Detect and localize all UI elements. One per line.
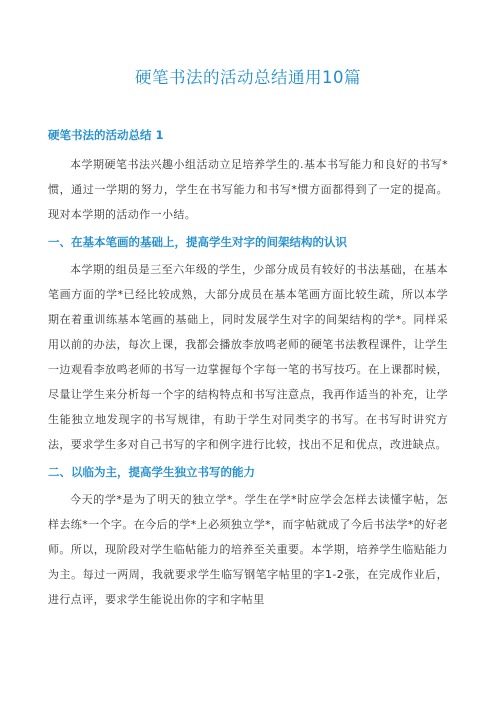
paragraph-intro: 本学期硬笔书法兴趣小组活动立足培养学生的.基本书写能力和良好的书写*惯，通过一学期的努力，学生在书写能力和书写*惯方面都得到了一定的提高。现对本学期的活动作一小结。 (48, 158, 448, 221)
section-subtitle: 硬笔书法的活动总结 1 (48, 128, 164, 142)
heading-section-2: 二、以临为主，提高学生独立书写的能力 (48, 465, 255, 479)
heading-section-1: 一、在基本笔画的基础上，提高学生对字的间架结构的认识 (48, 235, 347, 249)
document-title: 硬笔书法的活动总结通用10篇 (135, 68, 361, 87)
paragraph-section-1: 本学期的组员是三至六年级的学生，少部分成员有较好的书法基础，在基本笔画方面的学*已经比较成熟，大部分成员在基本笔画方面比较生疏，所以本学期在着重训练基本笔画的基础上，同时发展学生对字的间架结构的学*。同样采用以前的办法，每次上课，我都会播放李放鸣老师的硬笔书法教程课件，让学生一边观看李放鸣老师的书写一边掌握每个字每一笔的书写技巧。在上课都时候，尽量让学生来分析每一个字的结构特点和书写注意点，我再作适当的补充，让学生能独立地发现字的书写规律，有助于学生对同类字的书写。在书写时讲究方法，要求学生多对自己书写的字和例字进行比较，找出不足和优点，改进缺点。 (48, 263, 448, 451)
paragraph-section-2: 今天的学*是为了明天的独立学*。学生在学*时应学会怎样去读懂字帖，怎样去练*一个字。在今后的学*上必须独立学*，而字帖就成了今后书法学*的好老师。所以，现阶段对学生临帖能力的培养至关重要。本学期，培养学生临贴能力为主。每过一两周，我就要求学生临写钢笔字帖里的字1-2张，在完成作业后，进行点评，要求学生能说出你的字和字帖里 (48, 493, 448, 606)
